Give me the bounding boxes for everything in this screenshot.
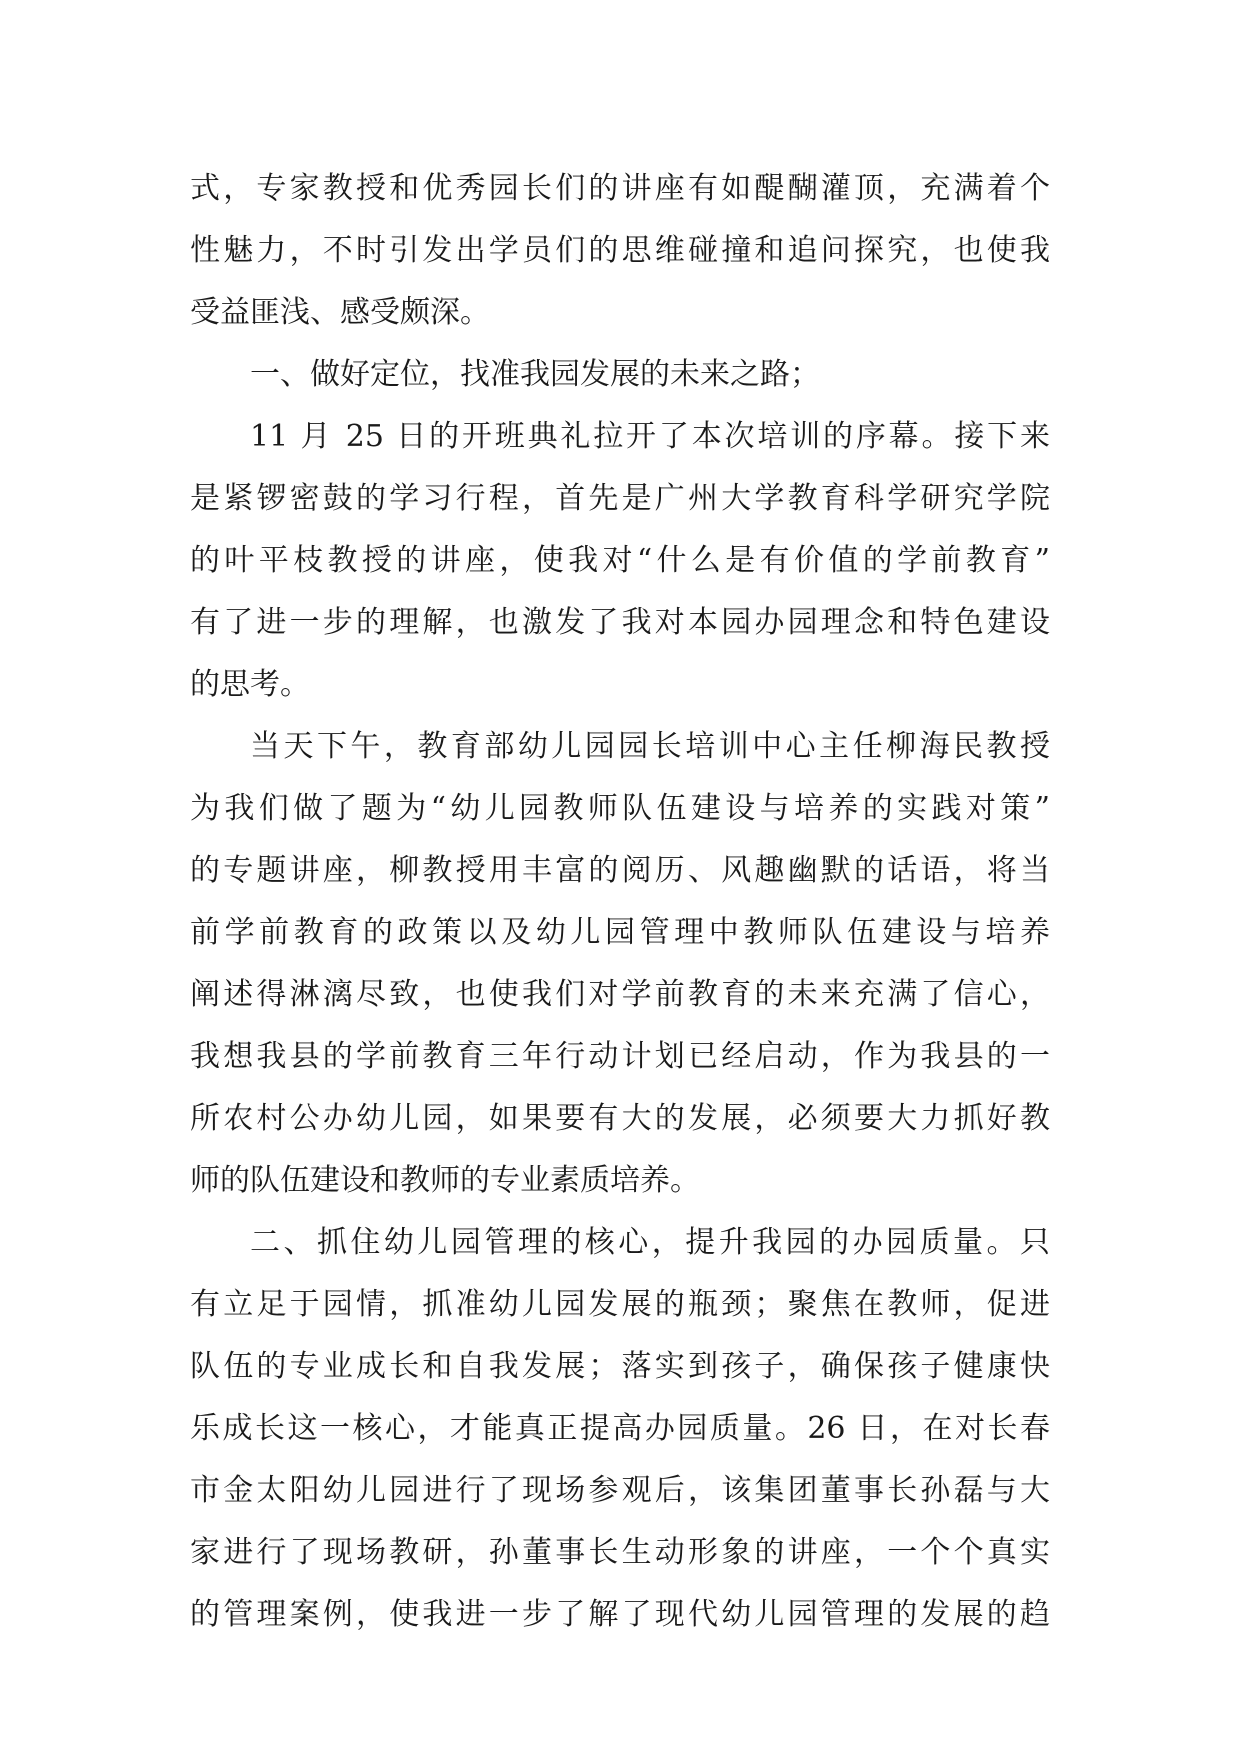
section-heading: 一、做好定位，找准我园发展的未来之路；: [250, 357, 820, 392]
text-line: 的思考。: [190, 667, 310, 702]
text-line: 性魅力，不时引发出学员们的思维碰撞和追问探究，也使我: [190, 233, 1050, 268]
text-line: 的专题讲座，柳教授用丰富的阅历、风趣幽默的话语，将当: [190, 853, 1050, 888]
text-line: 所农村公办幼儿园，如果要有大的发展，必须要大力抓好教: [190, 1101, 1050, 1136]
text-line: 我想我县的学前教育三年行动计划已经启动，作为我县的一: [190, 1039, 1050, 1074]
text-line: 有了进一步的理解，也激发了我对本园办园理念和特色建设: [190, 605, 1050, 640]
text-line: 乐成长这一核心，才能真正提高办园质量。26 日，在对长春: [190, 1411, 1050, 1446]
text-line: 式，专家教授和优秀园长们的讲座有如醍醐灌顶，充满着个: [190, 171, 1050, 206]
text-line: 前学前教育的政策以及幼儿园管理中教师队伍建设与培养: [190, 915, 1050, 950]
text-line: 市金太阳幼儿园进行了现场参观后，该集团董事长孙磊与大: [190, 1473, 1050, 1508]
text-line: 11 月 25 日的开班典礼拉开了本次培训的序幕。接下来: [250, 419, 1050, 454]
text-line: 的管理案例，使我进一步了解了现代幼儿园管理的发展的趋: [190, 1597, 1050, 1632]
text-line: 为我们做了题为“幼儿园教师队伍建设与培养的实践对策”: [190, 791, 1050, 826]
text-line: 是紧锣密鼓的学习行程，首先是广州大学教育科学研究学院: [190, 481, 1050, 516]
text-line: 家进行了现场教研，孙董事长生动形象的讲座，一个个真实: [190, 1535, 1050, 1570]
text-line: 受益匪浅、感受颇深。: [190, 295, 490, 330]
text-line: 队伍的专业成长和自我发展；落实到孩子，确保孩子健康快: [190, 1349, 1050, 1384]
text-line: 有立足于园情，抓准幼儿园发展的瓶颈；聚焦在教师，促进: [190, 1287, 1050, 1322]
text-line: 的叶平枝教授的讲座，使我对“什么是有价值的学前教育”: [190, 543, 1050, 578]
section-heading: 二、抓住幼儿园管理的核心，提升我园的办园质量。只: [250, 1225, 1050, 1260]
text-line: 师的队伍建设和教师的专业素质培养。: [190, 1163, 700, 1198]
text-line: 当天下午，教育部幼儿园园长培训中心主任柳海民教授: [250, 729, 1050, 764]
text-line: 阐述得淋漓尽致，也使我们对学前教育的未来充满了信心，: [190, 977, 1050, 1012]
document-body: [190, 158, 1050, 1646]
